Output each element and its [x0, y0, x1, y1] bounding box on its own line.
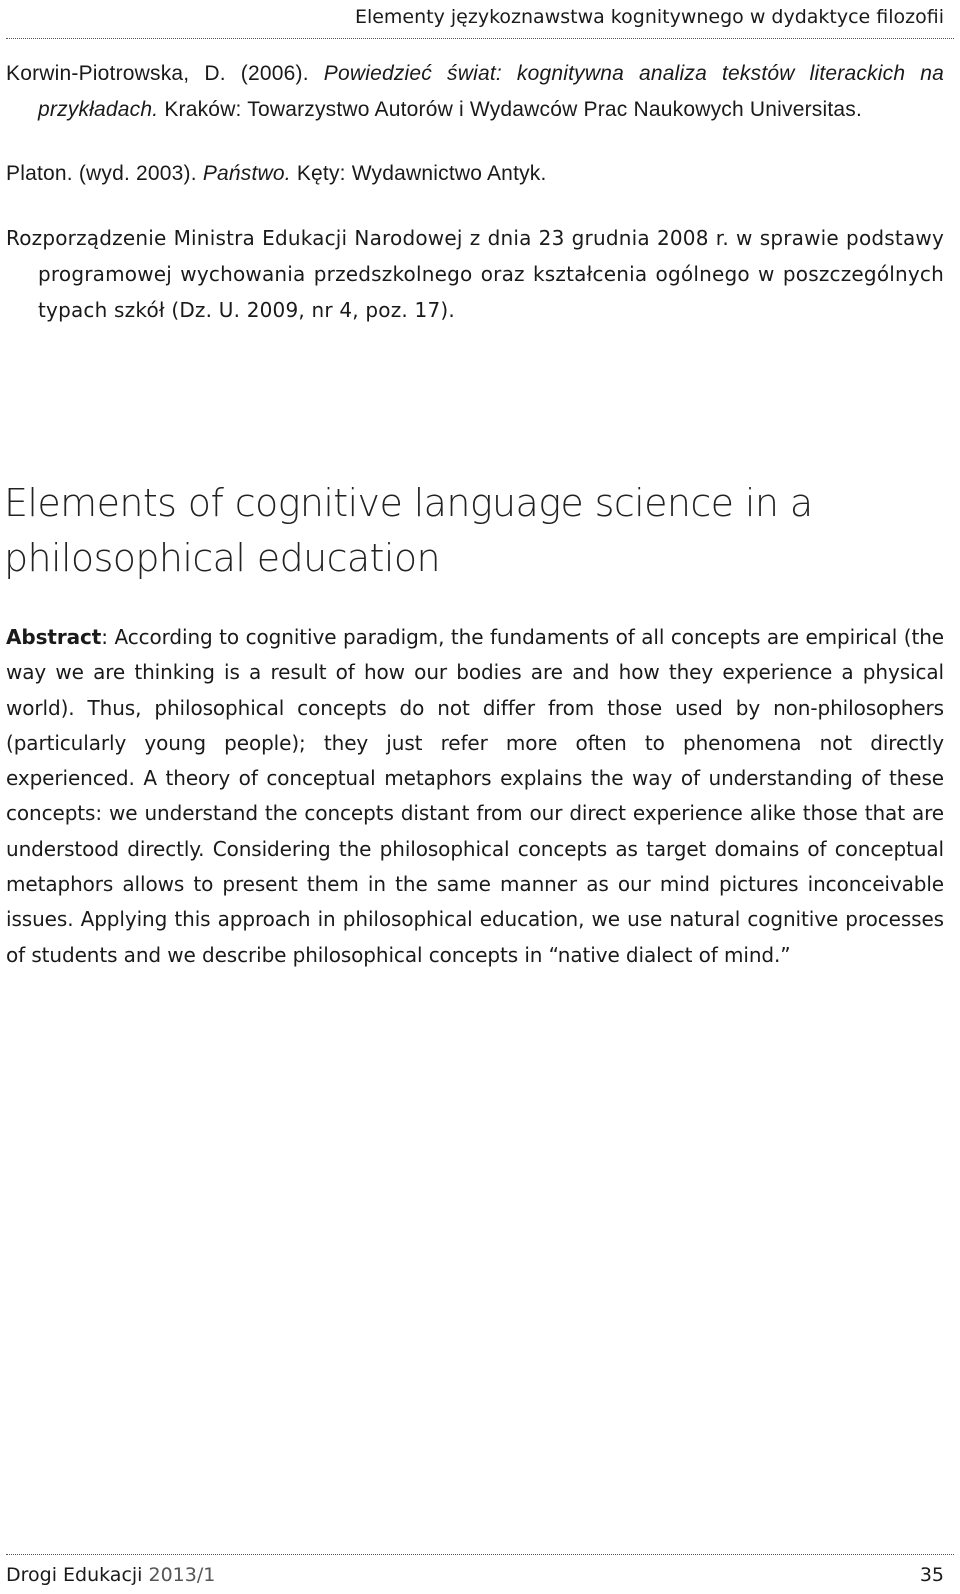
reference-item	[6, 156, 944, 192]
reference-authors: Platon. (wyd. 2003).	[6, 162, 203, 185]
references-list	[6, 56, 944, 356]
header-divider	[6, 38, 954, 39]
footer-divider	[6, 1554, 954, 1555]
reference-title: Państwo.	[202, 162, 291, 185]
abstract-text: : According to cognitive paradigm, the fundaments of all concepts are empirical (the way we are thinking is a result of how our bodies are and how they experience a physical world). Thus, philosophical concepts do not differ from those used by non-philosophers (particularly young people); they just refer more often to phenomena not directly experienced. A theory of conceptual metaphors explains the way of understanding of these concepts: we understand the concepts distant from our direct experience alike those that are understood directly. Considering the philosophical concepts as target domains of conceptual metaphors allows to present them in the same manner as our mind pictures inconceivable issues. Applying this approach in philosophical education, we use natural cognitive processes of students and we describe philosophical concepts in “native dialect of mind.”	[6, 625, 944, 967]
page-number: 35	[919, 1564, 944, 1586]
journal-name: Drogi Edukacji	[6, 1564, 143, 1586]
reference-item: Rozporządzenie Ministra Edukacji Narodowej z dnia 23 grudnia 2008 r. w sprawie podstawy programowej wychowania przedszkolnego oraz kształcenia ogólnego w poszczególnych typach szkół (Dz. U. 2009, nr 4, poz. 17).	[6, 226, 944, 322]
reference-item	[6, 56, 944, 128]
reference-publisher: Kęty: Wydawnictwo Antyk.	[290, 162, 547, 185]
abstract	[6, 620, 944, 973]
reference-title: Powiedzieć świat: kognitywna analiza tekstów literackich na przykładach.	[38, 62, 944, 121]
running-header: Elementy językoznawstwa kognitywnego w dydaktyce filozofii	[354, 6, 944, 28]
article-title: Elements of cognitive language science in a philosophical education	[4, 481, 813, 580]
reference-publisher: Kraków: Towarzystwo Autorów i Wydawców Prac Naukowych Universitas.	[158, 98, 863, 121]
reference-authors: Korwin-Piotrowska, D. (2006).	[6, 62, 324, 85]
journal-issue: 2013/1	[148, 1564, 216, 1586]
abstract-label: Abstract	[6, 625, 102, 649]
footer-journal	[6, 1564, 215, 1586]
